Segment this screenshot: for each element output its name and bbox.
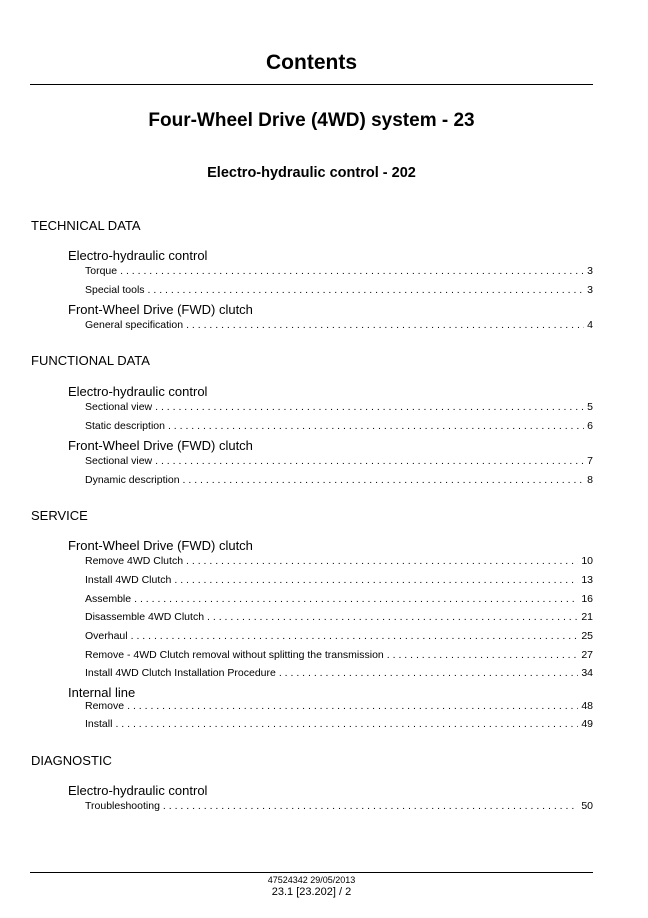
page-title: Contents <box>266 51 357 74</box>
toc-entry-label: Install 4WD Clutch Installation Procedure <box>85 667 276 679</box>
toc-entry-label: Sectional view <box>85 401 153 413</box>
leader-dots <box>168 420 584 433</box>
leader-dots <box>115 718 578 731</box>
toc-entry-page: 49 <box>581 718 593 730</box>
toc-entry[interactable] <box>85 455 593 468</box>
group-heading: Front-Wheel Drive (FWD) clutch <box>68 438 253 453</box>
toc-entry-label: Special tools <box>85 284 145 296</box>
group-heading: Electro-hydraulic control <box>68 248 208 263</box>
leader-dots <box>186 555 578 568</box>
footer-page-reference: 23.1 [23.202] / 2 <box>271 886 352 898</box>
leader-dots <box>127 700 578 713</box>
toc-entry-page: 7 <box>587 455 593 467</box>
toc-entry[interactable] <box>85 700 593 713</box>
toc-entry[interactable] <box>85 284 593 297</box>
leader-dots <box>131 630 579 643</box>
leader-dots <box>279 667 578 680</box>
leader-dots <box>186 319 584 332</box>
toc-entry-label: Torque <box>85 265 118 277</box>
toc-entry[interactable] <box>85 800 593 813</box>
toc-entry-label: General specification <box>85 319 184 331</box>
toc-entry-label: Static description <box>85 420 165 432</box>
section-heading-diagnostic: DIAGNOSTIC <box>31 753 112 768</box>
toc-entry-page: 3 <box>587 284 593 296</box>
toc-entry-label: Install <box>85 718 113 730</box>
leader-dots <box>387 649 579 662</box>
toc-entry[interactable] <box>85 649 593 662</box>
toc-entry-page: 6 <box>587 420 593 432</box>
toc-entry-label: Install 4WD Clutch <box>85 574 172 586</box>
title-divider <box>30 84 593 85</box>
toc-entry-page: 3 <box>587 265 593 277</box>
toc-entry-label: Overhaul <box>85 630 128 642</box>
toc-entry[interactable] <box>85 593 593 606</box>
toc-entry[interactable] <box>85 718 593 731</box>
toc-entry-label: Remove <box>85 700 125 712</box>
toc-entry[interactable] <box>85 319 593 332</box>
toc-entry-page: 10 <box>581 555 593 567</box>
toc-entry[interactable] <box>85 401 593 414</box>
toc-entry[interactable] <box>85 630 593 643</box>
system-title: Four-Wheel Drive (4WD) system - 23 <box>148 110 475 131</box>
group-heading: Front-Wheel Drive (FWD) clutch <box>68 302 253 317</box>
toc-entry[interactable] <box>85 667 593 680</box>
footer-document-code: 47524342 29/05/2013 <box>267 875 356 885</box>
leader-dots <box>207 611 578 624</box>
group-heading: Internal line <box>68 685 136 700</box>
leader-dots <box>163 800 578 813</box>
toc-entry-label: Troubleshooting <box>85 800 160 812</box>
toc-entry[interactable] <box>85 555 593 568</box>
leader-dots <box>155 455 584 468</box>
group-heading: Electro-hydraulic control <box>68 783 208 798</box>
toc-entry-label: Sectional view <box>85 455 153 467</box>
leader-dots <box>155 401 584 414</box>
toc-entry-page: 25 <box>581 630 593 642</box>
toc-entry[interactable] <box>85 265 593 278</box>
toc-entry-page: 16 <box>581 593 593 605</box>
subsystem-title: Electro-hydraulic control - 202 <box>207 165 416 181</box>
section-heading-technical-data: TECHNICAL DATA <box>31 218 141 233</box>
toc-entry[interactable] <box>85 474 593 487</box>
toc-entry-label: Dynamic description <box>85 474 180 486</box>
group-heading: Front-Wheel Drive (FWD) clutch <box>68 538 253 553</box>
toc-entry-page: 13 <box>581 574 593 586</box>
group-heading: Electro-hydraulic control <box>68 384 208 399</box>
toc-entry[interactable] <box>85 420 593 433</box>
toc-entry-page: 48 <box>581 700 593 712</box>
leader-dots <box>120 265 584 278</box>
toc-entry-page: 50 <box>581 800 593 812</box>
toc-entry-label: Assemble <box>85 593 132 605</box>
toc-entry-label: Remove 4WD Clutch <box>85 555 184 567</box>
toc-entry-page: 34 <box>581 667 593 679</box>
toc-entry-page: 8 <box>587 474 593 486</box>
footer-divider <box>30 872 593 873</box>
section-heading-functional-data: FUNCTIONAL DATA <box>31 353 150 368</box>
toc-entry-page: 5 <box>587 401 593 413</box>
leader-dots <box>174 574 578 587</box>
toc-entry-label: Remove - 4WD Clutch removal without splitting the transmission <box>85 649 384 661</box>
toc-entry-page: 27 <box>581 649 593 661</box>
toc-entry[interactable] <box>85 574 593 587</box>
leader-dots <box>148 284 585 297</box>
toc-entry-page: 21 <box>581 611 593 623</box>
leader-dots <box>134 593 578 606</box>
section-heading-service: SERVICE <box>31 508 88 523</box>
toc-entry[interactable] <box>85 611 593 624</box>
toc-entry-page: 4 <box>587 319 593 331</box>
leader-dots <box>183 474 585 487</box>
toc-entry-label: Disassemble 4WD Clutch <box>85 611 205 623</box>
